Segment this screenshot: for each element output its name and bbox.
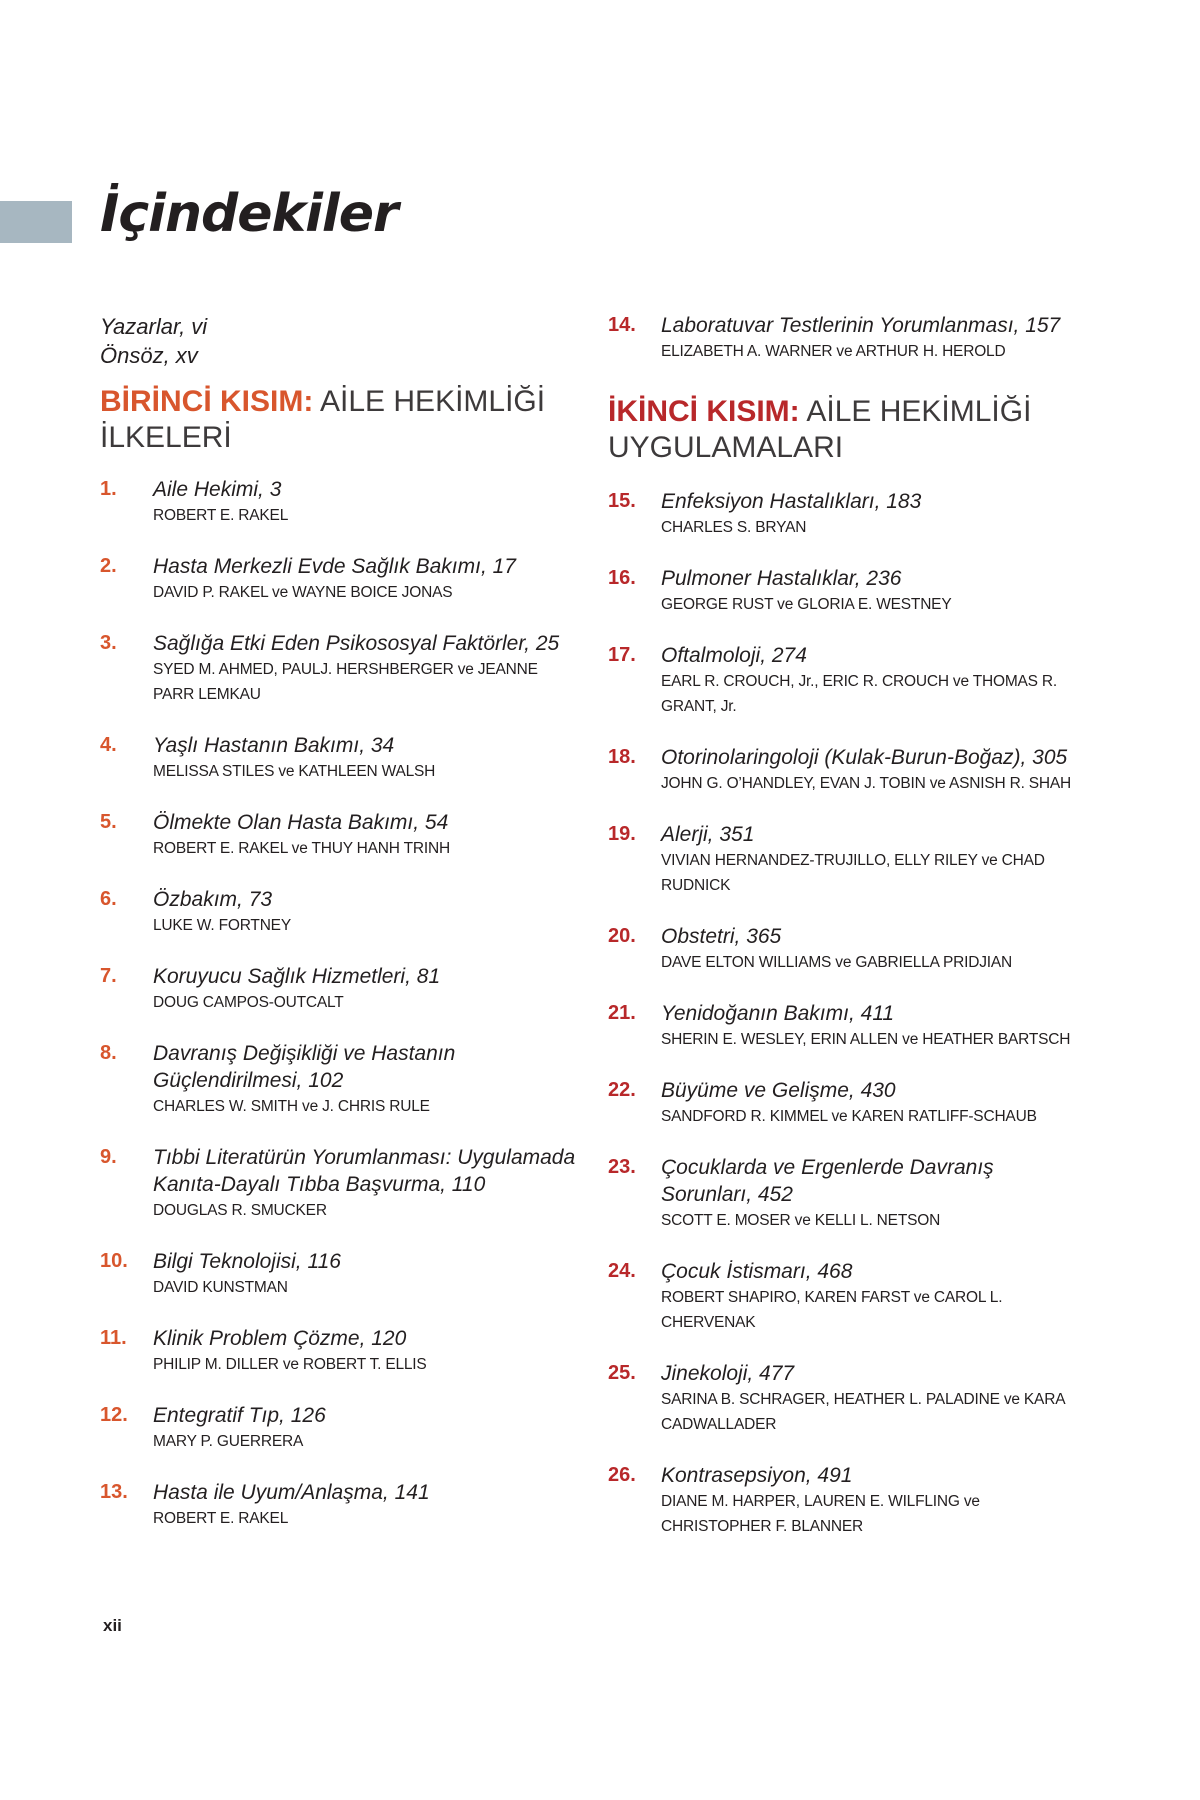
chapter-number: 24.	[608, 1260, 636, 1282]
chapter-number: 16.	[608, 567, 636, 589]
chapter-title: Pulmoner Hastalıklar, 236	[661, 567, 902, 590]
part-two-heading	[608, 394, 1088, 466]
chapter-authors: ROBERT E. RAKEL	[153, 1510, 289, 1527]
toc-entry-1[interactable]	[100, 476, 580, 528]
chapter-number: 7.	[100, 965, 117, 987]
chapter-authors: EARL R. CROUCH, Jr., ERIC R. CROUCH ve THOMAS R. GRANT, Jr.	[661, 673, 1058, 715]
toc-right-column	[608, 312, 1088, 1564]
chapter-number: 5.	[100, 811, 117, 833]
chapter-title: Oftalmoloji, 274	[661, 644, 807, 667]
chapter-authors: DIANE M. HARPER, LAUREN E. WILFLING ve CHRISTOPHER F. BLANNER	[661, 1493, 980, 1535]
toc-entry-23[interactable]	[608, 1154, 1088, 1233]
chapter-title: Çocuklarda ve Ergenlerde Davranış Sorunları, 452	[661, 1156, 994, 1206]
part-one-heading	[100, 384, 580, 456]
chapter-authors: DAVE ELTON WILLIAMS ve GABRIELLA PRIDJIAN	[661, 954, 1012, 971]
toc-entry-9[interactable]	[100, 1144, 580, 1223]
toc-entry-21[interactable]	[608, 1000, 1088, 1052]
chapter-authors: LUKE W. FORTNEY	[153, 917, 291, 934]
toc-entry-19[interactable]	[608, 821, 1088, 898]
chapter-title: Ölmekte Olan Hasta Bakımı, 54	[153, 811, 449, 834]
chapter-authors: ELIZABETH A. WARNER ve ARTHUR H. HEROLD	[661, 343, 1006, 360]
chapter-authors: ROBERT SHAPIRO, KAREN FARST ve CAROL L. CHERVENAK	[661, 1289, 1003, 1331]
chapter-authors: CHARLES W. SMITH ve J. CHRIS RULE	[153, 1098, 430, 1115]
side-tab-marker	[0, 201, 72, 243]
chapter-authors: ROBERT E. RAKEL	[153, 507, 289, 524]
chapter-title: Obstetri, 365	[661, 925, 782, 948]
toc-entry-15[interactable]	[608, 488, 1088, 540]
chapter-authors: JOHN G. O’HANDLEY, EVAN J. TOBIN ve ASNISH R. SHAH	[661, 775, 1072, 792]
toc-entry-22[interactable]	[608, 1077, 1088, 1129]
chapter-authors: SYED M. AHMED, PAULJ. HERSHBERGER ve JEANNE PARR LEMKAU	[153, 661, 538, 703]
chapter-authors: GEORGE RUST ve GLORIA E. WESTNEY	[661, 596, 952, 613]
part-two-label: İKİNCİ KISIM:	[608, 395, 800, 428]
chapter-number: 11.	[100, 1327, 127, 1349]
chapter-authors: DOUG CAMPOS-OUTCALT	[153, 994, 344, 1011]
chapter-number: 3.	[100, 632, 117, 654]
chapter-authors: MARY P. GUERRERA	[153, 1433, 304, 1450]
page-title: İçindekiler	[100, 184, 398, 244]
chapter-number: 18.	[608, 746, 636, 768]
toc-entry-5[interactable]	[100, 809, 580, 861]
chapter-authors: VIVIAN HERNANDEZ-TRUJILLO, ELLY RILEY ve CHAD RUDNICK	[661, 852, 1045, 894]
chapter-title: Otorinolaringoloji (Kulak-Burun-Boğaz), 305	[661, 746, 1068, 769]
chapter-authors: CHARLES S. BRYAN	[661, 519, 807, 536]
chapter-title: Davranış Değişikliği ve Hastanın Güçlendirilmesi, 102	[153, 1042, 456, 1092]
chapter-authors: DAVID KUNSTMAN	[153, 1279, 288, 1296]
chapter-title: Bilgi Teknolojisi, 116	[153, 1250, 341, 1273]
chapter-title: Yaşlı Hastanın Bakımı, 34	[153, 734, 395, 757]
toc-entry-3[interactable]	[100, 630, 580, 707]
chapter-title: Alerji, 351	[661, 823, 755, 846]
chapter-title: Çocuk İstismarı, 468	[661, 1260, 853, 1283]
chapter-title: Tıbbi Literatürün Yorumlanması: Uygulamada Kanıta-Dayalı Tıbba Başvurma, 110	[153, 1146, 576, 1196]
chapter-number: 17.	[608, 644, 636, 666]
toc-entry-12[interactable]	[100, 1402, 580, 1454]
chapter-authors: PHILIP M. DILLER ve ROBERT T. ELLIS	[153, 1356, 427, 1373]
chapter-number: 22.	[608, 1079, 636, 1101]
toc-entry-6[interactable]	[100, 886, 580, 938]
chapter-authors: ROBERT E. RAKEL ve THUY HANH TRINH	[153, 840, 450, 857]
toc-left-column	[100, 312, 580, 1556]
chapter-title: Yenidoğanın Bakımı, 411	[661, 1002, 895, 1025]
chapter-authors: SANDFORD R. KIMMEL ve KAREN RATLIFF-SCHAUB	[661, 1108, 1037, 1125]
toc-entry-14[interactable]	[608, 312, 1088, 364]
chapter-authors: SARINA B. SCHRAGER, HEATHER L. PALADINE ve KARA CADWALLADER	[661, 1391, 1065, 1433]
chapter-number: 10.	[100, 1250, 128, 1272]
toc-entry-7[interactable]	[100, 963, 580, 1015]
toc-entry-26[interactable]	[608, 1462, 1088, 1539]
toc-entry-4[interactable]	[100, 732, 580, 784]
chapter-title: Sağlığa Etki Eden Psikososyal Faktörler, 25	[153, 632, 560, 655]
part-one-title: AİLE HEKİMLİĞİ İLKELERİ	[100, 385, 546, 454]
toc-entry-16[interactable]	[608, 565, 1088, 617]
chapter-title: Büyüme ve Gelişme, 430	[661, 1079, 896, 1102]
chapter-number: 8.	[100, 1042, 117, 1064]
chapter-title: Özbakım, 73	[153, 888, 273, 911]
chapter-number: 2.	[100, 555, 117, 577]
chapter-title: Klinik Problem Çözme, 120	[153, 1327, 407, 1350]
toc-entry-18[interactable]	[608, 744, 1088, 796]
chapter-authors: DOUGLAS R. SMUCKER	[153, 1202, 327, 1219]
toc-entry-25[interactable]	[608, 1360, 1088, 1437]
chapter-authors: DAVID P. RAKEL ve WAYNE BOICE JONAS	[153, 584, 453, 601]
toc-entry-20[interactable]	[608, 923, 1088, 975]
chapter-number: 25.	[608, 1362, 636, 1384]
toc-entry-11[interactable]	[100, 1325, 580, 1377]
chapter-title: Hasta Merkezli Evde Sağlık Bakımı, 17	[153, 555, 516, 578]
chapter-number: 13.	[100, 1481, 128, 1503]
chapter-title: Aile Hekimi, 3	[153, 478, 282, 501]
chapter-number: 4.	[100, 734, 117, 756]
part-one-label: BİRİNCİ KISIM:	[100, 385, 314, 418]
chapter-number: 15.	[608, 490, 636, 512]
chapter-number: 23.	[608, 1156, 636, 1178]
front-matter-authors[interactable]: Yazarlar, vi	[100, 314, 208, 339]
toc-entry-17[interactable]	[608, 642, 1088, 719]
chapter-title: Enfeksiyon Hastalıkları, 183	[661, 490, 922, 513]
chapter-title: Kontrasepsiyon, 491	[661, 1464, 853, 1487]
chapter-title: Koruyucu Sağlık Hizmetleri, 81	[153, 965, 441, 988]
chapter-title: Laboratuvar Testlerinin Yorumlanması, 157	[661, 314, 1061, 337]
chapter-number: 26.	[608, 1464, 636, 1486]
chapter-title: Jinekoloji, 477	[661, 1362, 795, 1385]
toc-entry-24[interactable]	[608, 1258, 1088, 1335]
chapter-number: 6.	[100, 888, 117, 910]
chapter-number: 19.	[608, 823, 636, 845]
toc-entry-10[interactable]	[100, 1248, 580, 1300]
chapter-title: Entegratif Tıp, 126	[153, 1404, 326, 1427]
chapter-number: 9.	[100, 1146, 117, 1168]
chapter-number: 1.	[100, 478, 117, 500]
chapter-authors: MELISSA STILES ve KATHLEEN WALSH	[153, 763, 436, 780]
chapter-number: 20.	[608, 925, 636, 947]
page-number: xii	[103, 1616, 122, 1635]
toc-entry-2[interactable]	[100, 553, 580, 605]
toc-entry-13[interactable]	[100, 1479, 580, 1531]
toc-entry-8[interactable]	[100, 1040, 580, 1119]
chapter-authors: SHERIN E. WESLEY, ERIN ALLEN ve HEATHER BARTSCH	[661, 1031, 1071, 1048]
chapter-number: 12.	[100, 1404, 128, 1426]
chapter-authors: SCOTT E. MOSER ve KELLI L. NETSON	[661, 1212, 941, 1229]
part-two-title: AİLE HEKİMLİĞİ UYGULAMALARI	[608, 395, 1032, 464]
chapter-title: Hasta ile Uyum/Anlaşma, 141	[153, 1481, 430, 1504]
front-matter-preface[interactable]: Önsöz, xv	[100, 343, 198, 368]
chapter-number: 21.	[608, 1002, 636, 1024]
chapter-number: 14.	[608, 314, 636, 336]
